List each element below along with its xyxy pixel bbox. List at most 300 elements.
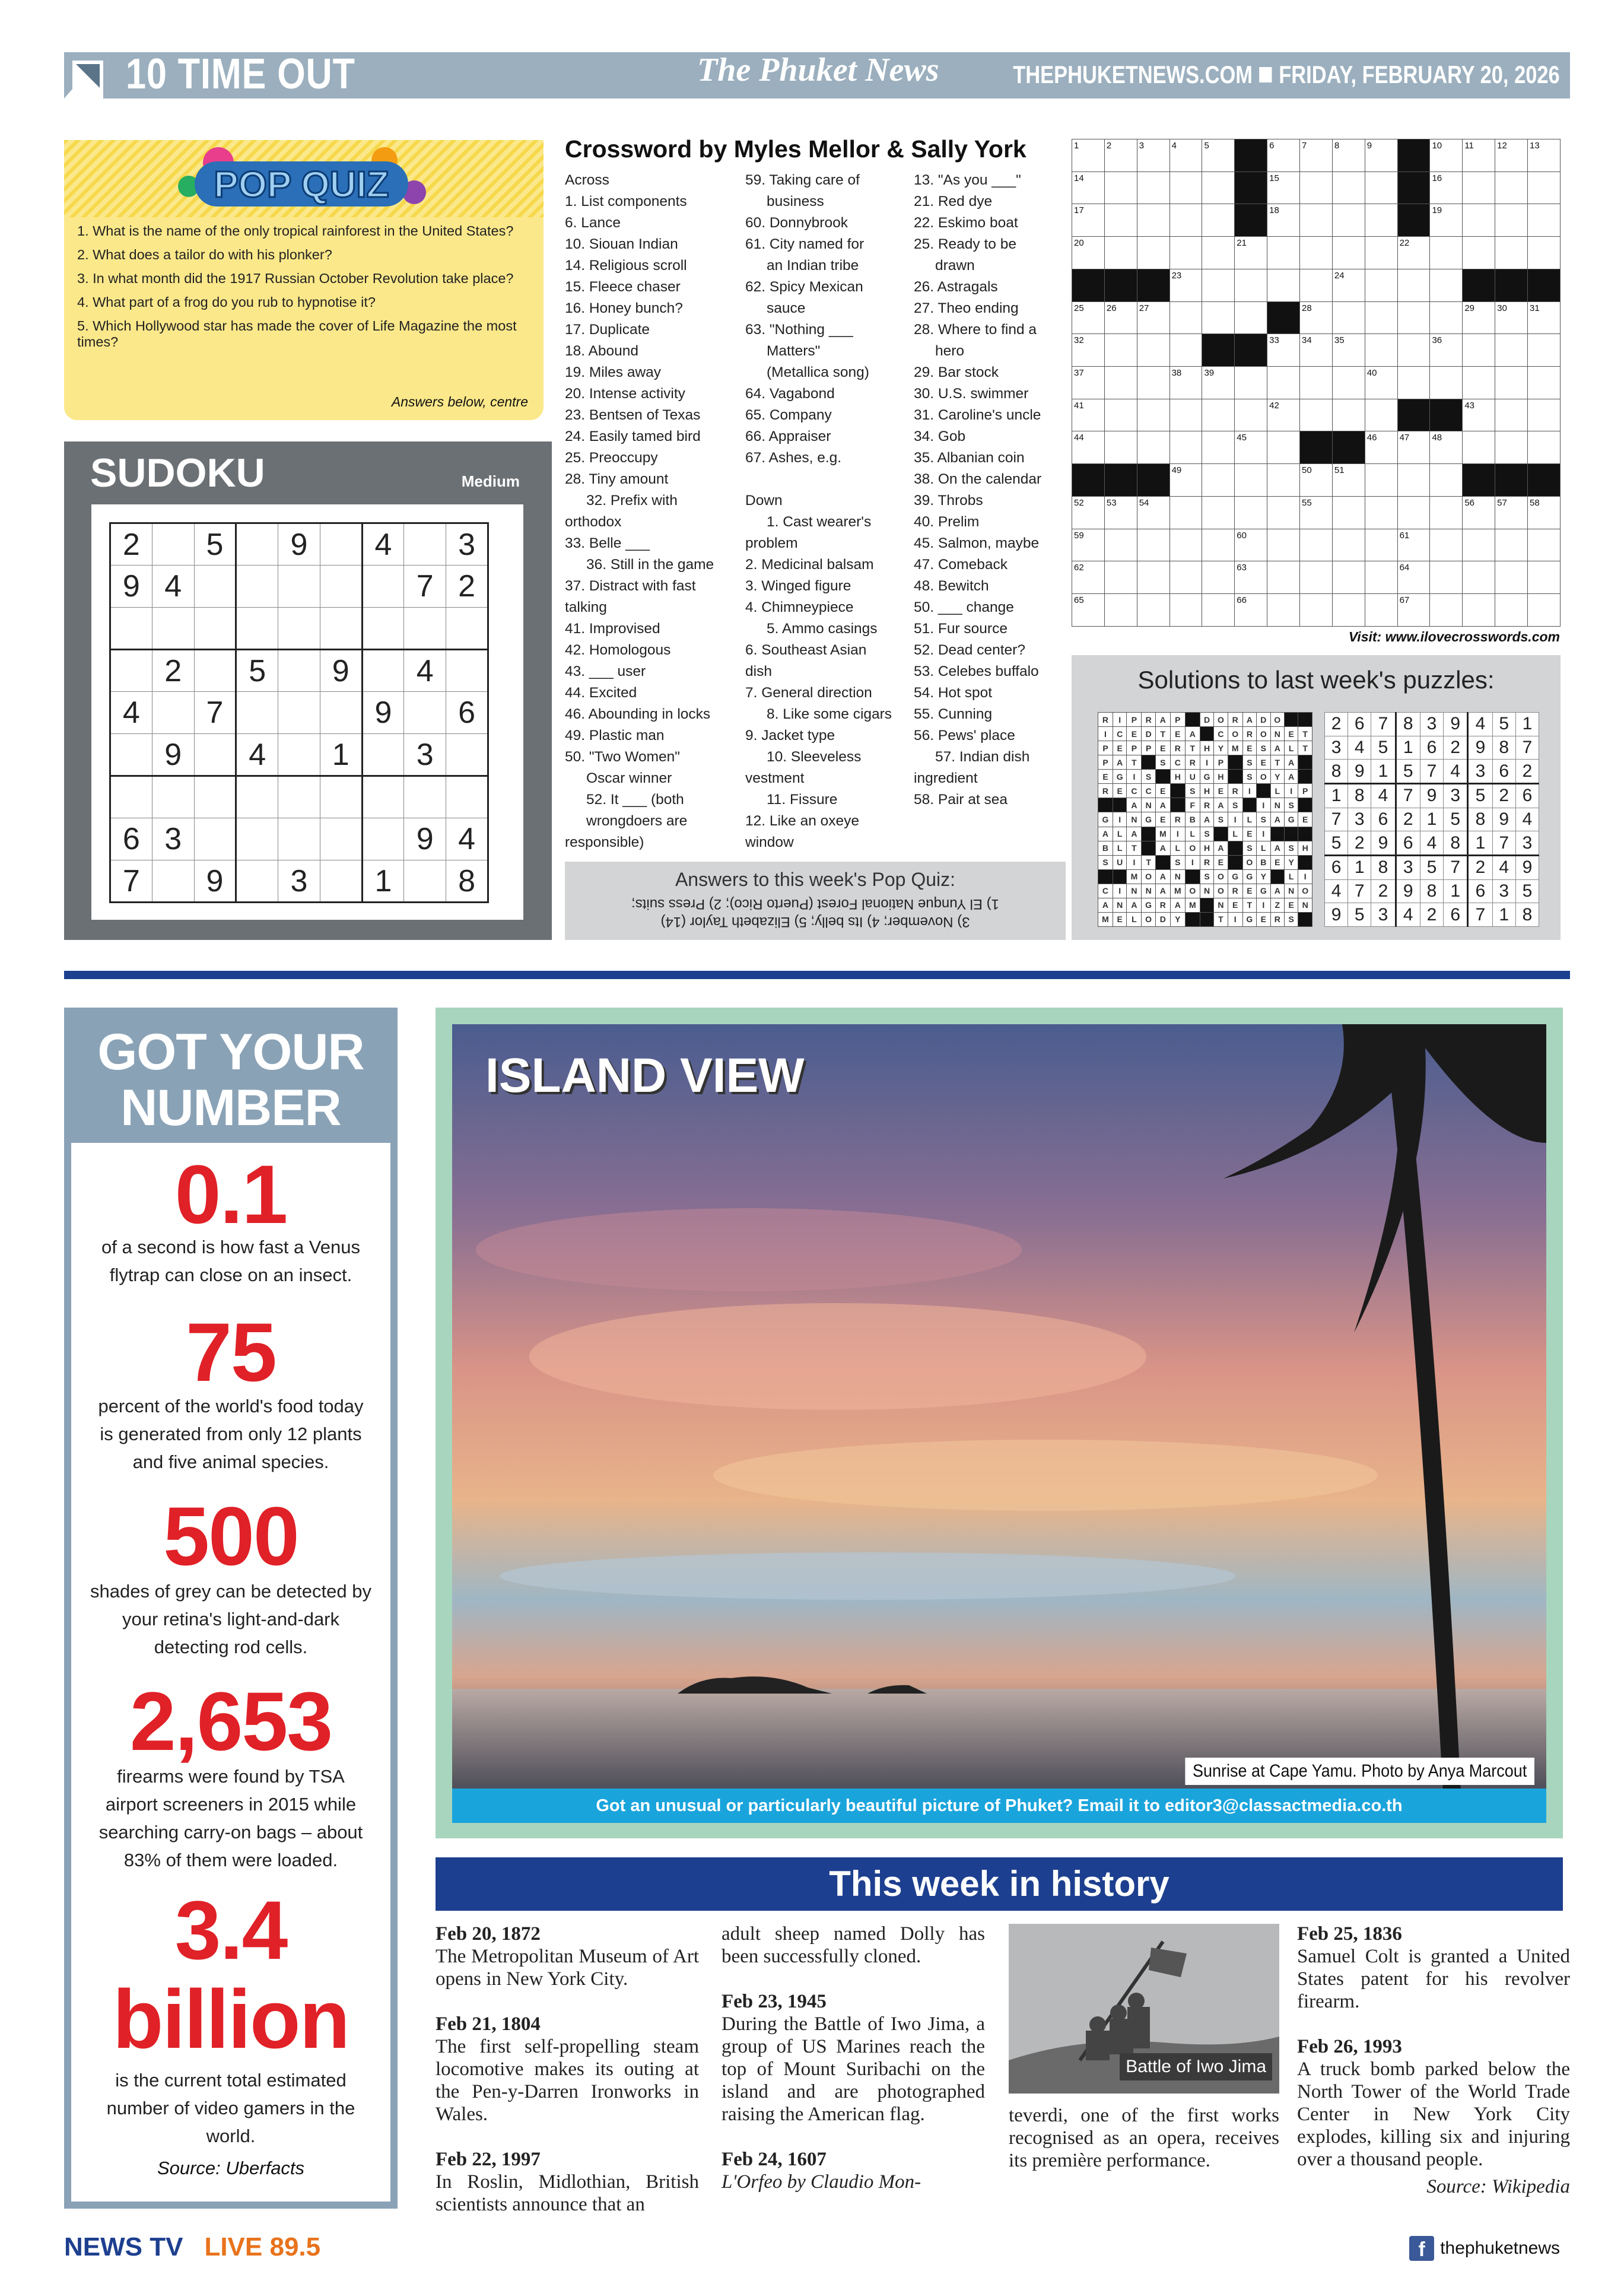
crossword-cell[interactable] [1169, 496, 1202, 529]
crossword-cell[interactable]: 17 [1072, 204, 1105, 237]
solution-crossword-cell: G [1228, 869, 1242, 884]
crossword-cell[interactable]: 15 [1267, 171, 1300, 204]
crossword-cell[interactable] [1332, 431, 1365, 464]
crossword-cell[interactable]: 60 [1235, 529, 1267, 561]
crossword-cell[interactable] [1137, 204, 1169, 237]
crossword-cell[interactable] [1267, 464, 1300, 497]
crossword-clue: 47. Comeback [914, 557, 1008, 573]
crossword-cell[interactable] [1365, 269, 1397, 301]
crossword-cell[interactable] [1235, 301, 1267, 334]
crossword-cell[interactable]: 10 [1430, 139, 1463, 172]
solution-crossword-cell: A [1185, 727, 1200, 741]
crossword-cell[interactable]: 38 [1169, 367, 1202, 399]
crossword-cell[interactable] [1397, 496, 1430, 529]
crossword-cell[interactable] [1365, 204, 1397, 237]
crossword-cell[interactable]: 3 [1137, 139, 1169, 172]
solution-crossword-cell: D [1155, 912, 1170, 926]
crossword-cell[interactable]: 44 [1072, 431, 1105, 464]
crossword-cell[interactable]: 7 [1300, 139, 1333, 172]
sudoku-cell [320, 818, 362, 860]
crossword-cell[interactable] [1430, 399, 1463, 431]
crossword-cell[interactable] [1104, 334, 1137, 367]
crossword-cell[interactable]: 25 [1072, 301, 1105, 334]
crossword-cell[interactable]: 42 [1267, 399, 1300, 431]
crossword-cell[interactable] [1495, 269, 1528, 301]
solution-sudoku-cell: 4 [1468, 713, 1492, 736]
crossword-cell[interactable] [1463, 464, 1495, 497]
crossword-cell[interactable] [1267, 367, 1300, 399]
crossword-cell[interactable] [1267, 561, 1300, 594]
crossword-clue: 49. Plastic man [565, 728, 665, 744]
crossword-cell[interactable] [1463, 269, 1495, 301]
crossword-cell[interactable]: 13 [1528, 139, 1561, 172]
crossword-cell[interactable]: 48 [1430, 431, 1463, 464]
crossword-cell[interactable]: 62 [1072, 561, 1105, 594]
crossword-cell[interactable] [1300, 431, 1333, 464]
social-handle: thephuketnews [1440, 2238, 1560, 2258]
crossword-clue: 28. Where to find a [914, 322, 1037, 338]
crossword-cell[interactable]: 40 [1365, 367, 1397, 399]
crossword-cell[interactable] [1169, 171, 1202, 204]
crossword-cell[interactable]: 16 [1430, 171, 1463, 204]
crossword-clue: 35. Albanian coin [914, 450, 1025, 466]
crossword-cell[interactable] [1169, 529, 1202, 561]
crossword-clue: 1. Cast wearer's [767, 514, 872, 530]
crossword-cell[interactable]: 54 [1137, 496, 1169, 529]
crossword-cell[interactable] [1430, 301, 1463, 334]
crossword-clue: 51. Fur source [914, 621, 1008, 637]
crossword-cell[interactable] [1430, 237, 1463, 269]
crossword-cell[interactable]: 35 [1332, 334, 1365, 367]
crossword-cell[interactable]: 20 [1072, 237, 1105, 269]
crossword-cell[interactable]: 51 [1332, 464, 1365, 497]
crossword-cell[interactable]: 39 [1202, 367, 1235, 399]
crossword-cell[interactable] [1365, 334, 1397, 367]
crossword-cell[interactable] [1267, 431, 1300, 464]
crossword-cell[interactable]: 4 [1169, 139, 1202, 172]
crossword-cell[interactable] [1528, 431, 1561, 464]
crossword-cell[interactable] [1397, 301, 1430, 334]
crossword-cell[interactable]: 23 [1169, 269, 1202, 301]
crossword-cell[interactable] [1365, 301, 1397, 334]
crossword-cell[interactable] [1072, 269, 1105, 301]
crossword-cell[interactable] [1300, 561, 1333, 594]
crossword-cell[interactable] [1463, 334, 1495, 367]
crossword-cell[interactable]: 24 [1332, 269, 1365, 301]
crossword-cell[interactable] [1104, 594, 1137, 627]
crossword-cell[interactable] [1332, 301, 1365, 334]
crossword-cell[interactable] [1495, 204, 1528, 237]
crossword-cell[interactable] [1267, 529, 1300, 561]
crossword-cell[interactable] [1137, 464, 1169, 497]
crossword-cell[interactable] [1202, 594, 1235, 627]
crossword-cell[interactable] [1430, 367, 1463, 399]
sudoku-cell: 9 [152, 734, 194, 776]
crossword-cell[interactable]: 19 [1430, 204, 1463, 237]
history-entry: Feb 26, 1993 A truck bomb parked below the North Tower of the World Trade Center in New York City explodes, killing six and injuring over a thousand people. [1297, 2036, 1570, 2170]
crossword-cell[interactable] [1137, 367, 1169, 399]
crossword-cell[interactable] [1463, 594, 1495, 627]
crossword-cell[interactable] [1397, 334, 1430, 367]
crossword-cell[interactable]: 1 [1072, 139, 1105, 172]
solution-crossword-cell: E [1298, 812, 1312, 827]
crossword-cell[interactable] [1202, 171, 1235, 204]
crossword-cell[interactable] [1104, 171, 1137, 204]
crossword-cell[interactable] [1332, 561, 1365, 594]
crossword-cell[interactable]: 59 [1072, 529, 1105, 561]
crossword-cell[interactable] [1267, 237, 1300, 269]
crossword-cell[interactable] [1495, 529, 1528, 561]
crossword-cell[interactable]: 9 [1365, 139, 1397, 172]
photo-submission-bar[interactable]: Got an unusual or particularly beautiful picture of Phuket? Email it to editor3@classactmedia.co.th [452, 1789, 1546, 1823]
solution-crossword-cell: A [1270, 741, 1284, 755]
got-your-number-box [64, 1008, 398, 2209]
crossword-clue: 62. Spicy Mexican [745, 279, 863, 295]
crossword-clue: 7. General direction [745, 685, 872, 701]
solution-crossword-cell: G [1200, 770, 1213, 784]
crossword-cell[interactable] [1202, 269, 1235, 301]
crossword-cell[interactable] [1202, 431, 1235, 464]
crossword-cell[interactable]: 26 [1104, 301, 1137, 334]
crossword-cell[interactable]: 64 [1397, 561, 1430, 594]
solution-crossword-cell [1298, 798, 1312, 812]
crossword-cell[interactable] [1300, 367, 1333, 399]
crossword-cell[interactable] [1463, 237, 1495, 269]
crossword-cell[interactable]: 14 [1072, 171, 1105, 204]
crossword-cell[interactable]: 11 [1463, 139, 1495, 172]
solution-crossword-cell [1270, 827, 1284, 841]
crossword-cell[interactable] [1463, 204, 1495, 237]
crossword-cell[interactable] [1528, 399, 1561, 431]
crossword-cell[interactable] [1332, 594, 1365, 627]
solution-sudoku-cell: 2 [1515, 760, 1539, 784]
crossword-cell[interactable] [1300, 594, 1333, 627]
crossword-cell[interactable] [1463, 529, 1495, 561]
sudoku-cell [236, 776, 278, 818]
crossword-cell[interactable] [1300, 269, 1333, 301]
solution-crossword-cell [1298, 755, 1312, 770]
crossword-cell[interactable] [1169, 431, 1202, 464]
crossword-cell[interactable] [1495, 237, 1528, 269]
crossword-cell[interactable] [1528, 561, 1561, 594]
solution-sudoku-cell: 3 [1396, 855, 1420, 879]
crossword-cell[interactable] [1528, 529, 1561, 561]
crossword-cell[interactable]: 18 [1267, 204, 1300, 237]
crossword-cell[interactable] [1365, 561, 1397, 594]
pop-quiz-logo [153, 145, 450, 214]
crossword-cell[interactable]: 27 [1137, 301, 1169, 334]
crossword-cell[interactable] [1495, 561, 1528, 594]
crossword-cell[interactable] [1267, 301, 1300, 334]
crossword-cell[interactable] [1104, 237, 1137, 269]
crossword-cell[interactable] [1528, 204, 1561, 237]
crossword-cell[interactable] [1332, 204, 1365, 237]
crossword-cell[interactable]: 56 [1463, 496, 1495, 529]
solution-sudoku-cell: 8 [1348, 783, 1371, 808]
crossword-cell[interactable] [1235, 139, 1267, 172]
sudoku-cell: 3 [152, 818, 194, 860]
solution-crossword-cell: A [1113, 755, 1126, 770]
crossword-cell[interactable] [1137, 431, 1169, 464]
got-your-number-title: GOT YOUR NUMBER [97, 1024, 364, 1136]
crossword-cell[interactable] [1495, 367, 1528, 399]
crossword-cell[interactable]: 57 [1495, 496, 1528, 529]
crossword-cell[interactable]: 5 [1202, 139, 1235, 172]
header-dateline [1013, 61, 1560, 89]
crossword-cell[interactable] [1169, 301, 1202, 334]
crossword-cell[interactable] [1267, 496, 1300, 529]
crossword-cell[interactable] [1267, 594, 1300, 627]
crossword-cell[interactable] [1495, 431, 1528, 464]
solution-crossword-cell: D [1142, 727, 1155, 741]
crossword-cell[interactable] [1267, 269, 1300, 301]
crossword-cell[interactable]: 50 [1300, 464, 1333, 497]
crossword-cell[interactable]: 55 [1300, 496, 1333, 529]
crossword-cell[interactable] [1235, 464, 1267, 497]
crossword-cell[interactable] [1430, 269, 1463, 301]
crossword-cell[interactable] [1072, 464, 1105, 497]
solution-sudoku-cell: 7 [1396, 783, 1420, 808]
solution-crossword-cell [1228, 841, 1242, 855]
crossword-cell[interactable] [1300, 529, 1333, 561]
crossword-clue: 57. Indian dish [935, 749, 1030, 765]
crossword-cell[interactable] [1300, 237, 1333, 269]
crossword-cell[interactable] [1169, 561, 1202, 594]
crossword-cell[interactable] [1430, 561, 1463, 594]
solution-crossword-cell: A [1170, 898, 1185, 912]
crossword-cell[interactable] [1202, 496, 1235, 529]
crossword-cell[interactable] [1430, 464, 1463, 497]
crossword-cell[interactable] [1332, 496, 1365, 529]
crossword-cell[interactable] [1202, 561, 1235, 594]
solution-crossword-cell: P [1298, 784, 1312, 798]
crossword-cell[interactable] [1365, 464, 1397, 497]
solution-crossword-cell: U [1185, 770, 1200, 784]
crossword-cell[interactable]: 47 [1397, 431, 1430, 464]
crossword-cell[interactable] [1528, 367, 1561, 399]
crossword-cell[interactable] [1104, 464, 1137, 497]
crossword-cell[interactable] [1495, 464, 1528, 497]
crossword-cell[interactable]: 12 [1495, 139, 1528, 172]
crossword-cell[interactable] [1235, 171, 1267, 204]
solution-crossword-cell: M [1228, 741, 1242, 755]
crossword-cell[interactable] [1137, 269, 1169, 301]
solution-crossword-cell: A [1155, 869, 1170, 884]
sudoku-cell [320, 692, 362, 734]
crossword-cell[interactable]: 37 [1072, 367, 1105, 399]
crossword-cell[interactable] [1495, 594, 1528, 627]
crossword-cell[interactable]: 2 [1104, 139, 1137, 172]
crossword-cell[interactable] [1169, 399, 1202, 431]
crossword-cell[interactable] [1463, 561, 1495, 594]
crossword-cell[interactable] [1137, 171, 1169, 204]
solution-crossword-cell: L [1113, 827, 1126, 841]
crossword-cell[interactable] [1137, 594, 1169, 627]
solution-crossword-cell: T [1242, 898, 1256, 912]
crossword-cell[interactable] [1397, 139, 1430, 172]
crossword-cell[interactable]: 28 [1300, 301, 1333, 334]
solution-crossword-cell: O [1185, 841, 1200, 855]
solution-crossword-cell: A [1127, 798, 1142, 812]
crossword-cell[interactable]: 43 [1463, 399, 1495, 431]
crossword-cell[interactable] [1528, 464, 1561, 497]
crossword-cell[interactable] [1169, 237, 1202, 269]
crossword-cell[interactable] [1104, 561, 1137, 594]
crossword-cell[interactable] [1137, 399, 1169, 431]
crossword-cell[interactable] [1300, 399, 1333, 431]
sudoku-cell [278, 776, 320, 818]
crossword-cell[interactable]: 31 [1528, 301, 1561, 334]
solution-crossword-cell [1214, 827, 1228, 841]
crossword-cell[interactable] [1235, 204, 1267, 237]
crossword-cell[interactable] [1169, 204, 1202, 237]
crossword-cell[interactable] [1528, 269, 1561, 301]
sudoku-cell [278, 650, 320, 692]
crossword-cell[interactable] [1137, 237, 1169, 269]
crossword-cell[interactable]: 36 [1430, 334, 1463, 367]
crossword-cell[interactable] [1332, 529, 1365, 561]
crossword-cell[interactable] [1104, 269, 1137, 301]
crossword-cell[interactable] [1235, 496, 1267, 529]
crossword-cell[interactable]: 41 [1072, 399, 1105, 431]
crossword-cell[interactable] [1528, 237, 1561, 269]
square-icon [1260, 67, 1272, 82]
crossword-cell[interactable]: 67 [1397, 594, 1430, 627]
crossword-cell[interactable]: 33 [1267, 334, 1300, 367]
history-entry: Feb 23, 1945 During the Battle of Iwo Jima, a group of US Marines reach the top of Mount Suribachi on the island and are photographed raising the American flag. [722, 1991, 985, 2125]
solution-sudoku-cell: 5 [1492, 713, 1515, 736]
crossword-cell[interactable] [1528, 171, 1561, 204]
crossword-cell[interactable] [1300, 171, 1333, 204]
crossword-cell[interactable] [1202, 529, 1235, 561]
crossword-cell[interactable] [1397, 464, 1430, 497]
crossword-cell[interactable] [1495, 334, 1528, 367]
crossword-cell[interactable] [1463, 431, 1495, 464]
crossword-cell[interactable] [1104, 431, 1137, 464]
crossword-cell[interactable] [1397, 269, 1430, 301]
crossword-cell[interactable] [1397, 399, 1430, 431]
sudoku-cell [236, 523, 278, 566]
solution-crossword-cell: E [1284, 727, 1298, 741]
crossword-cell[interactable]: 22 [1397, 237, 1430, 269]
footer-social[interactable] [1409, 2236, 1560, 2261]
crossword-cell[interactable]: 30 [1495, 301, 1528, 334]
crossword-cell[interactable]: 29 [1463, 301, 1495, 334]
solution-crossword-cell: S [1257, 812, 1270, 827]
crossword-clue: 52. Dead center? [914, 642, 1025, 658]
crossword-cell[interactable] [1300, 204, 1333, 237]
crossword-cell[interactable]: 45 [1235, 431, 1267, 464]
crossword-cell[interactable]: 32 [1072, 334, 1105, 367]
crossword-cell[interactable]: 52 [1072, 496, 1105, 529]
crossword-cell[interactable] [1397, 171, 1430, 204]
crossword-cell[interactable] [1235, 367, 1267, 399]
crossword-clue: 37. Distract with fast [565, 578, 696, 594]
solution-sudoku-cell: 9 [1492, 808, 1515, 831]
crossword-cell[interactable] [1137, 334, 1169, 367]
crossword-visit-link[interactable]: Visit: www.ilovecrosswords.com [1348, 629, 1560, 644]
crossword-cell[interactable] [1202, 237, 1235, 269]
crossword-cell[interactable] [1137, 529, 1169, 561]
crossword-cell[interactable] [1495, 171, 1528, 204]
crossword-cell[interactable] [1104, 399, 1137, 431]
crossword-cell[interactable]: 66 [1235, 594, 1267, 627]
crossword-cell[interactable] [1365, 594, 1397, 627]
crossword-cell[interactable]: 49 [1169, 464, 1202, 497]
crossword-cell[interactable]: 63 [1235, 561, 1267, 594]
crossword-cell[interactable] [1365, 399, 1397, 431]
crossword-cell[interactable] [1332, 399, 1365, 431]
crossword-cell[interactable] [1365, 529, 1397, 561]
crossword-cell[interactable] [1365, 496, 1397, 529]
crossword-cell[interactable]: 58 [1528, 496, 1561, 529]
crossword-cell[interactable] [1235, 399, 1267, 431]
crossword-cell[interactable] [1202, 464, 1235, 497]
crossword-cell[interactable] [1332, 367, 1365, 399]
crossword-cell[interactable] [1104, 204, 1137, 237]
crossword-cell[interactable] [1104, 367, 1137, 399]
crossword-cell[interactable] [1137, 561, 1169, 594]
crossword-clue: 50. ___ change [914, 599, 1014, 615]
solution-crossword-cell: M [1127, 869, 1142, 884]
solution-crossword-cell [1228, 770, 1242, 784]
crossword-cell[interactable] [1104, 529, 1137, 561]
crossword-cell[interactable] [1430, 496, 1463, 529]
crossword-cell[interactable] [1463, 171, 1495, 204]
sudoku-cell [404, 523, 446, 566]
crossword-cell[interactable] [1495, 399, 1528, 431]
crossword-cell[interactable] [1202, 301, 1235, 334]
crossword-cell[interactable] [1202, 334, 1235, 367]
crossword-cell[interactable] [1332, 171, 1365, 204]
crossword-cell[interactable] [1430, 529, 1463, 561]
crossword-cell[interactable] [1365, 171, 1397, 204]
crossword-cell[interactable] [1332, 237, 1365, 269]
crossword-cell[interactable] [1202, 399, 1235, 431]
crossword-cell[interactable]: 8 [1332, 139, 1365, 172]
crossword-cell[interactable] [1397, 204, 1430, 237]
solution-crossword-cell: E [1155, 812, 1170, 827]
solution-crossword-cell: I [1098, 727, 1113, 741]
crossword-cell[interactable] [1235, 269, 1267, 301]
sudoku-cell [152, 692, 194, 734]
crossword-cell[interactable] [1528, 334, 1561, 367]
crossword-cell[interactable] [1169, 594, 1202, 627]
crossword-cell[interactable] [1235, 334, 1267, 367]
solution-crossword-cell: G [1242, 869, 1256, 884]
crossword-cell[interactable] [1397, 367, 1430, 399]
crossword-cell[interactable]: 65 [1072, 594, 1105, 627]
crossword-cell[interactable]: 6 [1267, 139, 1300, 172]
crossword-cell[interactable]: 34 [1300, 334, 1333, 367]
crossword-cell[interactable] [1528, 594, 1561, 627]
crossword-clue: orthodox [565, 514, 622, 530]
crossword-cell[interactable]: 46 [1365, 431, 1397, 464]
crossword-cell[interactable] [1365, 237, 1397, 269]
crossword-clue: 46. Abounding in locks [565, 706, 711, 722]
solution-sudoku-cell: 1 [1468, 831, 1492, 856]
solution-sudoku-cell: 9 [1444, 713, 1468, 736]
crossword-cell[interactable]: 53 [1104, 496, 1137, 529]
crossword-cell[interactable] [1202, 204, 1235, 237]
solution-crossword-cell [1170, 784, 1185, 798]
crossword-cell[interactable] [1169, 334, 1202, 367]
crossword-cell[interactable]: 61 [1397, 529, 1430, 561]
crossword-cell[interactable] [1463, 367, 1495, 399]
crossword-cell[interactable] [1430, 594, 1463, 627]
crossword-cell[interactable]: 21 [1235, 237, 1267, 269]
issue-date: FRIDAY, FEBRUARY 20, 2026 [1279, 61, 1560, 88]
